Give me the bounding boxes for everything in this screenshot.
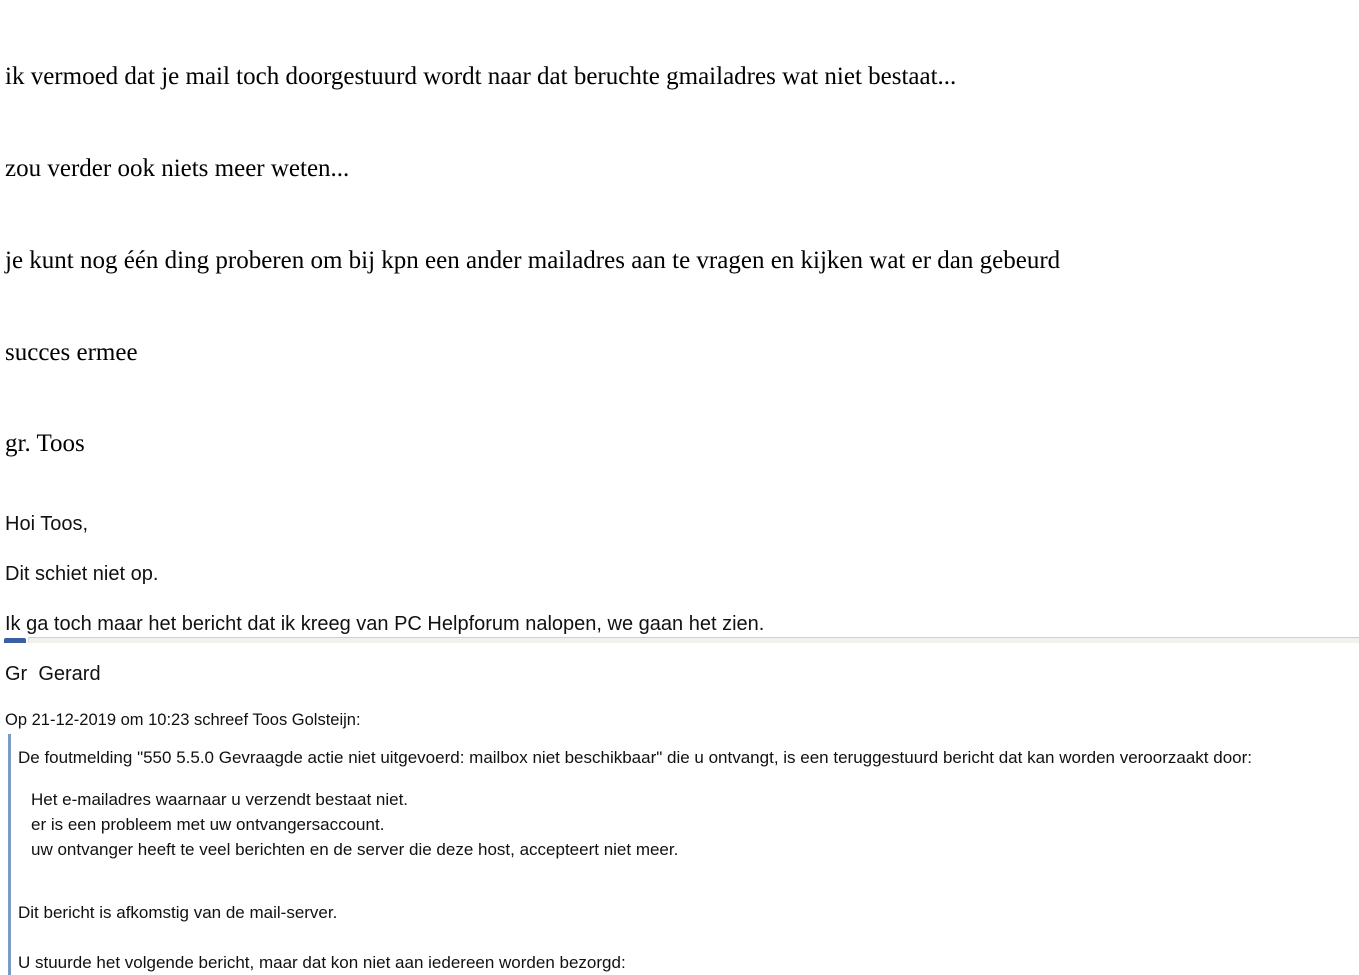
reply-body: [0, 513, 1359, 686]
quoted-cause: er is een probleem met uw ontvangersaccount.: [31, 814, 385, 834]
quoted-closing: U stuurde het volgende bericht, maar dat kon niet aan iedereen worden bezorgd:: [18, 952, 626, 972]
message-icon: [4, 638, 26, 643]
quoted-original-message: [8, 734, 1359, 975]
quote-line: je kunt nog één ding proberen om bij kpn een ander mailadres aan te vragen en kijken wat er dan gebeurd: [5, 246, 1061, 274]
quoted-cause-list: [31, 787, 1359, 862]
quote-line: ik vermoed dat je mail toch doorgestuurd wordt naar dat beruchte gmailadres wat niet bestaat...: [5, 63, 957, 91]
quote-line: zou verder ook niets meer weten...: [5, 154, 350, 182]
quoted-intro: De foutmelding "550 5.5.0 Gevraagde actie niet uitgevoerd: mailbox niet beschikbaar" die u ontvangt, is een teruggestuurd bericht dat kan worden veroorzaakt door:: [18, 747, 1252, 767]
reply-paragraph: Dit schiet niet op.: [5, 562, 159, 585]
quote-line: succes ermee: [5, 338, 138, 366]
quoted-cause: Het e-mailadres waarnaar u verzendt bestaat niet.: [31, 789, 409, 809]
citation-header: Op 21-12-2019 om 10:23 schreef Toos Golsteijn:: [5, 710, 361, 729]
embedded-frame-top-edge: [28, 637, 1359, 643]
reply-signature: Gr Gerard: [5, 662, 101, 685]
reply-paragraph: Ik ga toch maar het bericht dat ik kreeg van PC Helpforum nalopen, we gaan het zien.: [5, 612, 765, 635]
quoted-cause: uw ontvanger heeft te veel berichten en de server die deze host, accepteert niet meer.: [31, 839, 679, 859]
quote-line: gr. Toos: [5, 430, 85, 458]
quoted-origin: Dit bericht is afkomstig van de mail-server.: [18, 902, 338, 922]
reply-greeting: Hoi Toos,: [5, 512, 89, 535]
